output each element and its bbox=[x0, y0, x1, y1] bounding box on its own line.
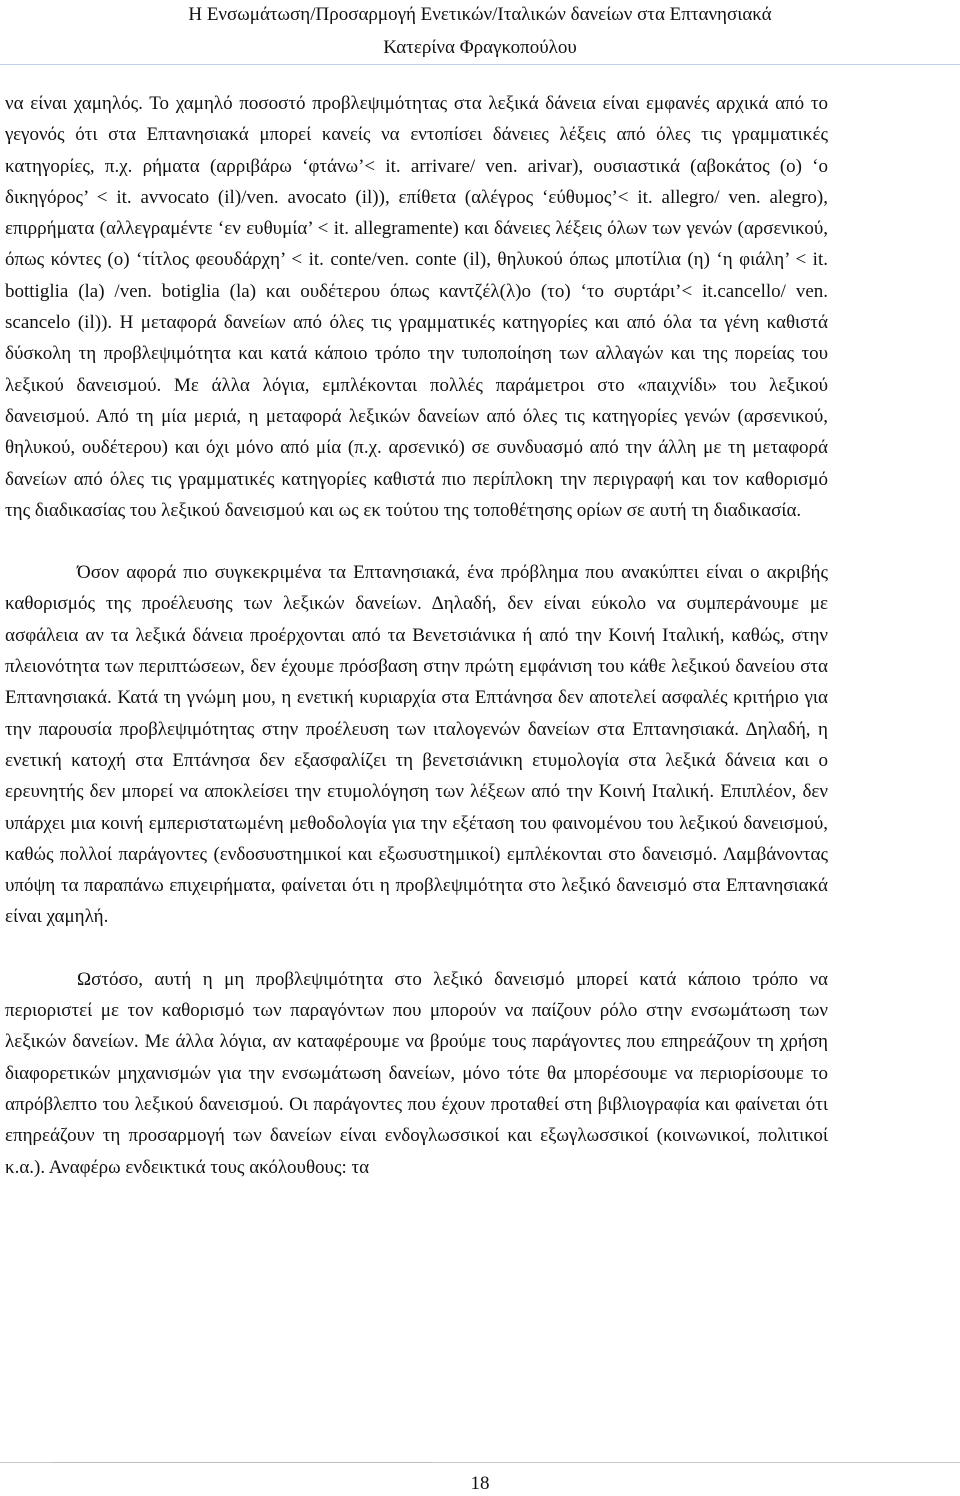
paragraph-spacer bbox=[5, 526, 828, 557]
page-number: 18 bbox=[470, 1473, 490, 1494]
paragraph-1: να είναι χαμηλός. Το χαμηλό ποσοστό προβλεψιμότητας στα λεξικά δάνεια είναι εμφανές αρχικά από το γεγονός ότι στα Επτανησιακά μπορεί κανείς να εντοπίσει δάνειες λέξεις από όλες τις γραμματικές κατηγορίες, π.χ. ρήματα (αρριβάρω ‘φτάνω’< it. arrivare/ ven. arivar), ουσιαστικά (αβοκάτος (ο) ‘ο δικηγόρος’ < it. avvocato (il)/ven. avocato (il)), επίθετα (αλέγρος ‘εύθυμος’< it. allegro/ ven. alegro), επιρρήματα (αλλεγραμέντε ‘εν ευθυμία’ < it. allegramente) και δάνειες λέξεις όλων των γενών (αρσενικού, όπως κόντες (ο) ‘τίτλος φεουδάρχη’ < it. conte/ven. conte (il), θηλυκού όπως μποτίλια (η) ‘η φιάλη’ < it. bottiglia (la) /ven. botiglia (la) και ουδέτερου όπως καντζέλ(λ)ο (το) ‘το συρτάρι’< it.cancello/ ven. scancelo (il)). Η μεταφορά δανείων από όλες τις γραμματικές κατηγορίες και από όλα τα γένη καθιστά δύσκολη τη προβλεψιμότητα και κατά κάποιο τρόπο την τυποποίηση των αλλαγών και της πορείας του λεξικού δανεισμού. Με άλλα λόγια, εμπλέκονται πολλές παράμετροι στο «παιχνίδι» του λεξικού δανεισμού. Από τη μία μεριά, η μεταφορά λεξικών δανείων από όλες τις κατηγορίες γενών (αρσενικού, θηλυκού, ουδέτερου) και όχι μόνο από μία (π.χ. αρσενικό) σε συνδυασμό από την άλλη με τη μεταφορά δανείων από όλες τις γραμματικές κατηγορίες καθιστά πιο περίπλοκη την περιγραφή και τον καθορισμό της διαδικασίας του λεξικού δανεισμού και ως εκ τούτου της τοποθέτησης ορίων σε αυτή τη διαδικασία. bbox=[5, 93, 828, 521]
header-divider bbox=[0, 64, 960, 65]
paragraph-spacer bbox=[5, 933, 828, 964]
running-author: Κατερίνα Φραγκοπούλου bbox=[383, 37, 577, 58]
paragraph-2: Όσον αφορά πιο συγκεκριμένα τα Επτανησιακά, ένα πρόβλημα που ανακύπτει είναι ο ακριβής καθορισμός της προέλευσης των λεξικών δανείων. Δηλαδή, δεν είναι εύκολο να συμπεράνουμε με ασφάλεια αν τα λεξικά δάνεια προέρχονται από τα Βενετσιάνικα ή από την Κοινή Ιταλική, καθώς, στην πλειονότητα των περιπτώσεων, δεν έχουμε πρόσβαση στην πρώτη εμφάνιση του κάθε λεξικού δανείου στα Επτανησιακά. Κατά τη γνώμη μου, η ενετική κυριαρχία στα Επτάνησα δεν αποτελεί ασφαλές κριτήριο για την παρουσία προβλεψιμότητας στην προέλευση των ιταλογενών δανείων στα Επτανησιακά. Δηλαδή, η ενετική κατοχή στα Επτάνησα δεν εξασφαλίζει τη βενετσιάνικη ετυμολογία στα λεξικά δάνεια και ο ερευνητής δεν μπορεί να αποκλείσει την ετυμολόγηση των λέξεων από την Κοινή Ιταλική. Επιπλέον, δεν υπάρχει μια κοινή εμπεριστατωμένη μεθοδολογία για την εξέταση του φαινομένου του λεξικού δανεισμού, καθώς πολλοί παράγοντες (ενδοσυστημικοί και εξωσυστημικοί) εμπλέκονται στο δανεισμό. Λαμβάνοντας υπόψη τα παραπάνω επιχειρήματα, φαίνεται ότι η προβλεψιμότητα στο λεξικό δανεισμό στα Επτανησιακά είναι χαμηλή. bbox=[5, 562, 828, 928]
paragraph-3: Ωστόσο, αυτή η μη προβλεψιμότητα στο λεξικό δανεισμό μπορεί κατά κάποιο τρόπο να περιοριστεί με τον καθορισμό των παραγόντων που μπορούν να παίζουν ρόλο στην ενσωμάτωση των λεξικών δανείων. Με άλλα λόγια, αν καταφέρουμε να βρούμε τους παράγοντες που επηρεάζουν τη χρήση διαφορετικών μηχανισμών για την ενσωμάτωση δανείων, μόνο τότε θα μπορέσουμε να περιορίσουμε το απρόβλεπτο του λεξικού δανεισμού. Οι παράγοντες που έχουν προταθεί στη βιβλιογραφία και φαίνεται ότι επηρεάζουν τη προσαρμογή των δανείων είναι ενδογλωσσικοί και εξωγλωσσικοί (κοινωνικοί, πολιτικοί κ.α.). Αναφέρω ενδεικτικά τους ακόλουθους: τα bbox=[5, 968, 828, 1178]
running-title: Η Ενσωμάτωση/Προσαρμογή Ενετικών/Ιταλικών δανείων στα Επτανησιακά bbox=[188, 4, 772, 25]
footnote-separator bbox=[0, 1462, 960, 1463]
document-body bbox=[5, 88, 828, 1183]
